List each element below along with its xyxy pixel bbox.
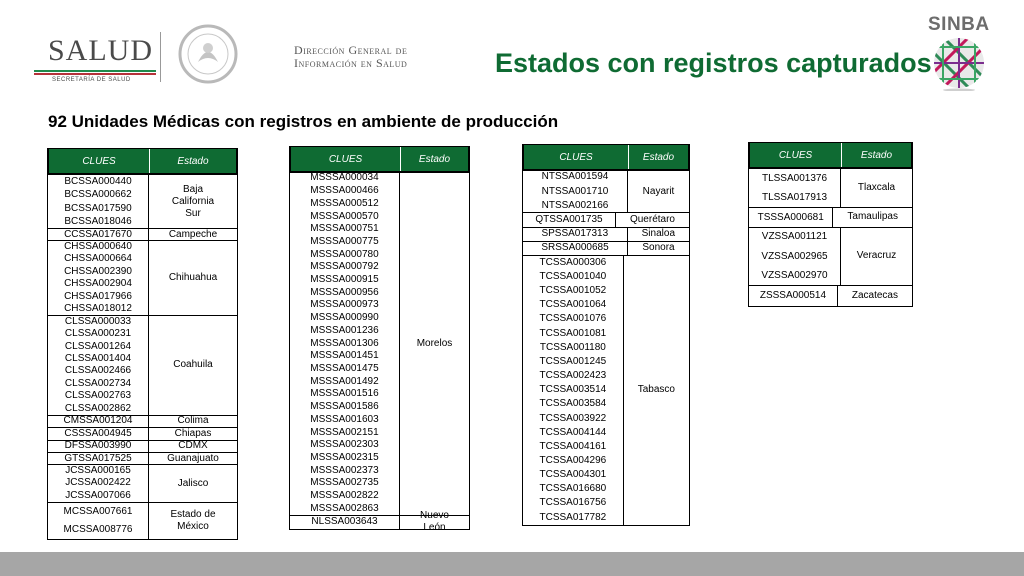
clues-table-3 [522,144,690,526]
clues-code: MSSSA000466 [310,185,379,197]
table-row [749,169,912,208]
clues-code: CHSSA002904 [64,278,132,290]
clues-code: TLSSA001376 [761,172,828,184]
table-row [48,465,237,502]
salud-logo-subtitle: SECRETARÍA DE SALUD [52,77,131,83]
clues-cell [48,416,149,427]
clues-code: MSSSA000512 [310,197,379,209]
table-row [48,503,237,539]
clues-code: CCSSA017670 [64,228,132,240]
clues-cell [523,228,628,241]
clues-code: CLSSA002466 [64,365,132,377]
clues-code: MSSSA002303 [310,439,379,451]
clues-code: MSSSA000034 [310,172,379,184]
clues-code: NLSSA003643 [311,515,378,527]
estado-cell: Estado de México [170,508,216,532]
clues-code: SRSSA000685 [541,242,609,254]
clues-code: TCSSA016756 [539,497,607,509]
clues-code: MSSSA000751 [310,223,379,235]
table-row [523,228,689,242]
clues-code: MSSSA001475 [310,363,379,374]
clues-code: TCSSA001040 [539,270,607,282]
mexico-seal-icon [178,24,238,84]
dgis-line-1: Dirección General de [294,43,408,57]
clues-code: CLSSA002862 [64,402,132,414]
clues-cell [749,169,841,207]
clues-code: TCSSA001081 [539,327,607,339]
clues-code: BCSSA018046 [64,216,132,227]
table-row [749,208,912,228]
sinba-logo-text: SINBA [928,14,990,35]
estado-cell: Baja California Sur [171,183,215,219]
header-clues: CLUES [49,149,150,173]
salud-logo-bar-red [34,73,156,75]
clues-code: CHSSA000640 [64,240,132,252]
clues-cell [749,286,838,306]
page-title: Estados con registros capturados [495,48,932,78]
table-row [523,171,689,213]
clues-cell [290,173,400,515]
clues-code: CLSSA002763 [64,390,132,402]
table-row [749,228,912,287]
estado-cell: Chihuahua [168,272,218,284]
header-divider [160,32,161,82]
clues-code: TCSSA003584 [539,398,607,410]
estado-cell: Guanajuato [167,452,219,464]
clues-cell [48,428,149,439]
table-row [48,175,237,229]
clues-code: MCSSA007661 [63,505,133,517]
clues-cell [48,241,149,315]
clues-code: QTSSA001735 [535,213,603,225]
clues-code: MSSSA002735 [310,477,379,489]
header-estado: Estado [177,155,209,167]
clues-code: TCSSA004301 [539,469,607,481]
clues-code: CLSSA002734 [64,377,132,389]
clues-code: TCSSA016680 [539,483,607,495]
clues-code: CHSSA000664 [64,253,132,265]
clues-code: CMSSA001204 [63,415,133,427]
clues-code: TCSSA004296 [539,454,607,466]
clues-code: MSSSA000973 [310,299,379,311]
clues-cell [48,453,149,464]
clues-code: MSSSA000775 [310,235,379,247]
header-clues: CLUES [524,145,629,169]
clues-code: MSSSA000780 [310,248,379,260]
clues-code: TCSSA017782 [539,511,607,523]
table-row [749,286,912,306]
header-estado: Estado [418,153,451,165]
clues-code: MSSSA000990 [310,312,379,324]
clues-code: TCSSA001064 [539,299,607,311]
clues-code: NTSSA002166 [541,199,609,211]
clues-code: CLSSA001404 [64,352,132,364]
dgis-logo-text [294,44,407,70]
clues-code: MSSSA001603 [310,413,379,425]
estado-cell: Sonora [642,242,675,254]
page-subtitle: 92 Unidades Médicas con registros en ambiente de producción [48,112,559,131]
clues-code: TCSSA004144 [539,426,607,438]
clues-code: JCSSA002422 [65,477,131,489]
estado-cell: Campeche [168,228,218,240]
clues-code: DFSSA003990 [64,440,132,452]
clues-code: CSSSA004945 [64,427,132,439]
clues-code: SPSSA017313 [541,228,609,240]
table-row [523,242,689,256]
table-row [48,316,237,416]
clues-code: MSSSA001516 [310,388,379,400]
table-header [749,142,912,169]
clues-cell [48,175,149,228]
clues-cell [48,229,149,240]
clues-code: MSSSA001492 [310,375,379,387]
estado-cell: Colima [177,415,209,427]
clues-code: MSSSA000570 [310,210,379,222]
estado-cell: Jalisco [177,477,209,489]
salud-logo-text: SALUD [48,34,154,67]
salud-logo [28,30,158,82]
table-row [290,510,469,534]
header-estado: Estado [642,151,675,163]
clues-table-4 [748,142,913,307]
clues-code: NTSSA001710 [541,185,609,197]
clues-code: JCSSA000165 [65,464,131,476]
dgis-line-2: Información en Salud [294,56,408,70]
table-row [48,428,237,440]
clues-code: VZSSA002970 [761,270,828,281]
salud-logo-bar-green [34,70,156,72]
estado-cell: Tabasco [637,384,675,396]
clues-code: BCSSA000662 [64,189,132,200]
clues-code: TCSSA004161 [539,440,607,452]
table-row [290,173,469,516]
clues-cell [523,171,628,212]
clues-code: MSSSA002151 [310,426,379,438]
clues-code: GTSSA017525 [64,452,132,464]
clues-code: VZSSA002965 [761,250,828,262]
clues-code: ZSSSA000514 [759,290,827,301]
clues-code: CLSSA000033 [64,315,132,327]
table-row [48,453,237,465]
clues-code: CHSSA017966 [64,290,132,302]
clues-code: NTSSA001594 [541,171,609,183]
table-header [48,148,237,175]
clues-code: TCSSA003922 [539,412,607,424]
estado-cell: Querétaro [629,214,675,225]
clues-code: TCSSA001245 [539,355,607,367]
clues-code: TCSSA002423 [539,370,607,382]
clues-code: MSSSA001451 [310,350,379,362]
clues-table-2 [289,146,470,534]
estado-cell: Tamaulipas [847,211,898,223]
estado-cell: Sinaloa [641,228,675,240]
clues-code: VZSSA001121 [761,231,828,242]
clues-cell [48,316,149,415]
sinba-globe-icon [931,35,987,91]
table-header [523,144,689,171]
clues-code: MCSSA008776 [63,523,133,535]
clues-code: BCSSA017590 [64,202,132,214]
clues-code: CLSSA001264 [64,340,132,352]
clues-code: TCSSA003514 [539,384,607,396]
clues-code: TCSSA000306 [539,256,607,268]
clues-code: CHSSA018012 [64,303,132,315]
clues-code: MSSSA000956 [310,286,379,298]
clues-code: JCSSA007066 [65,489,131,501]
clues-code: BCSSA000440 [64,175,132,187]
table-row [48,416,237,428]
clues-cell [48,503,149,539]
table-row [48,229,237,241]
clues-cell [749,208,833,227]
clues-cell [749,228,841,286]
clues-code: TLSSA017913 [761,192,828,203]
clues-code: TCSSA001052 [539,285,607,297]
clues-code: MSSSA001586 [310,401,379,413]
estado-cell: Coahuila [173,359,213,371]
estado-cell: Nuevo León [420,510,449,534]
estado-cell: Tlaxcala [857,182,896,193]
estado-cell: Chiapas [174,427,212,439]
clues-cell [523,242,628,255]
table-row [48,441,237,453]
header-clues: CLUES [750,143,842,167]
clues-code: TSSSA000681 [757,211,824,223]
clues-code: MSSSA002373 [310,464,379,476]
table-row [48,241,237,316]
header-estado: Estado [860,149,893,161]
clues-code: MSSSA002863 [310,502,379,514]
estado-cell: Veracruz [856,250,897,262]
clues-code: MSSSA000792 [310,261,379,273]
clues-cell [48,465,149,501]
clues-code: CLSSA000231 [64,328,132,340]
footer-bar [0,552,1024,576]
clues-code: MSSSA002822 [310,490,379,502]
clues-cell [290,516,400,529]
clues-code: MSSSA001236 [310,324,379,336]
clues-code: MSSSA000915 [310,274,379,286]
clues-cell [48,441,149,452]
table-row [523,256,689,525]
estado-cell: Nayarit [642,185,675,197]
clues-code: MSSSA002315 [310,451,379,463]
table-row [523,213,689,227]
clues-code: CHSSA002390 [64,265,132,277]
clues-code: MSSSA001306 [310,337,379,349]
estado-cell: Morelos [416,337,453,349]
clues-table-1 [47,148,238,540]
estado-cell: CDMX [178,440,208,452]
clues-code: TCSSA001180 [539,341,606,353]
estado-cell: Zacatecas [851,289,898,301]
table-header [290,146,469,173]
clues-cell [523,256,624,525]
clues-cell [523,213,616,226]
header-clues: CLUES [291,147,401,171]
clues-code: TCSSA001076 [539,313,607,325]
